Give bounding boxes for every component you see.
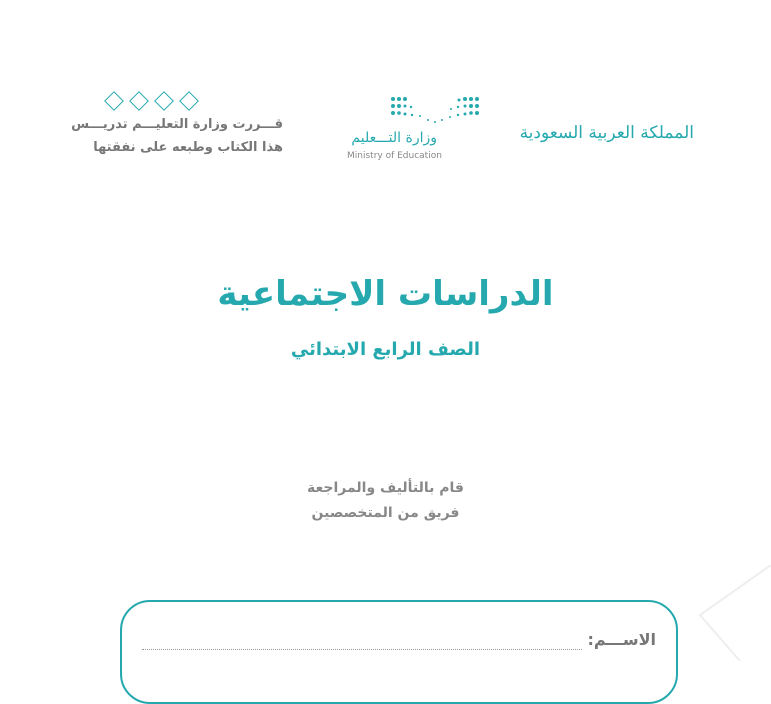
student-name-box [120, 600, 678, 704]
diamond-icon [154, 91, 174, 111]
decorative-chevron-icon [690, 565, 771, 661]
diamond-icon [104, 91, 124, 111]
approval-line-1: قـــررت وزارة التعليـــم تدريـــس [71, 117, 283, 132]
authors-line-1: قام بالتأليف والمراجعة [307, 480, 464, 496]
name-input-line[interactable] [142, 637, 582, 650]
authors-line-2: فريق من المتخصصين [311, 505, 460, 521]
ministry-name-english: Ministry of Education [347, 151, 442, 161]
book-title: الدراسات الاجتماعية [217, 274, 554, 314]
ministry-logo-dots-icon [390, 96, 480, 124]
diamond-ornament-icons [104, 91, 199, 111]
name-label: الاســـم: [587, 630, 656, 649]
approval-line-2: هذا الكتاب وطبعه على نفقتها [93, 140, 283, 155]
grade-subtitle: الصف الرابع الابتدائي [290, 339, 481, 360]
diamond-icon [129, 91, 149, 111]
kingdom-calligraphy-logo: المملكة العربية السعودية [519, 123, 694, 143]
ministry-name-arabic: وزارة التـــعليم [351, 130, 437, 146]
diamond-icon [179, 91, 199, 111]
